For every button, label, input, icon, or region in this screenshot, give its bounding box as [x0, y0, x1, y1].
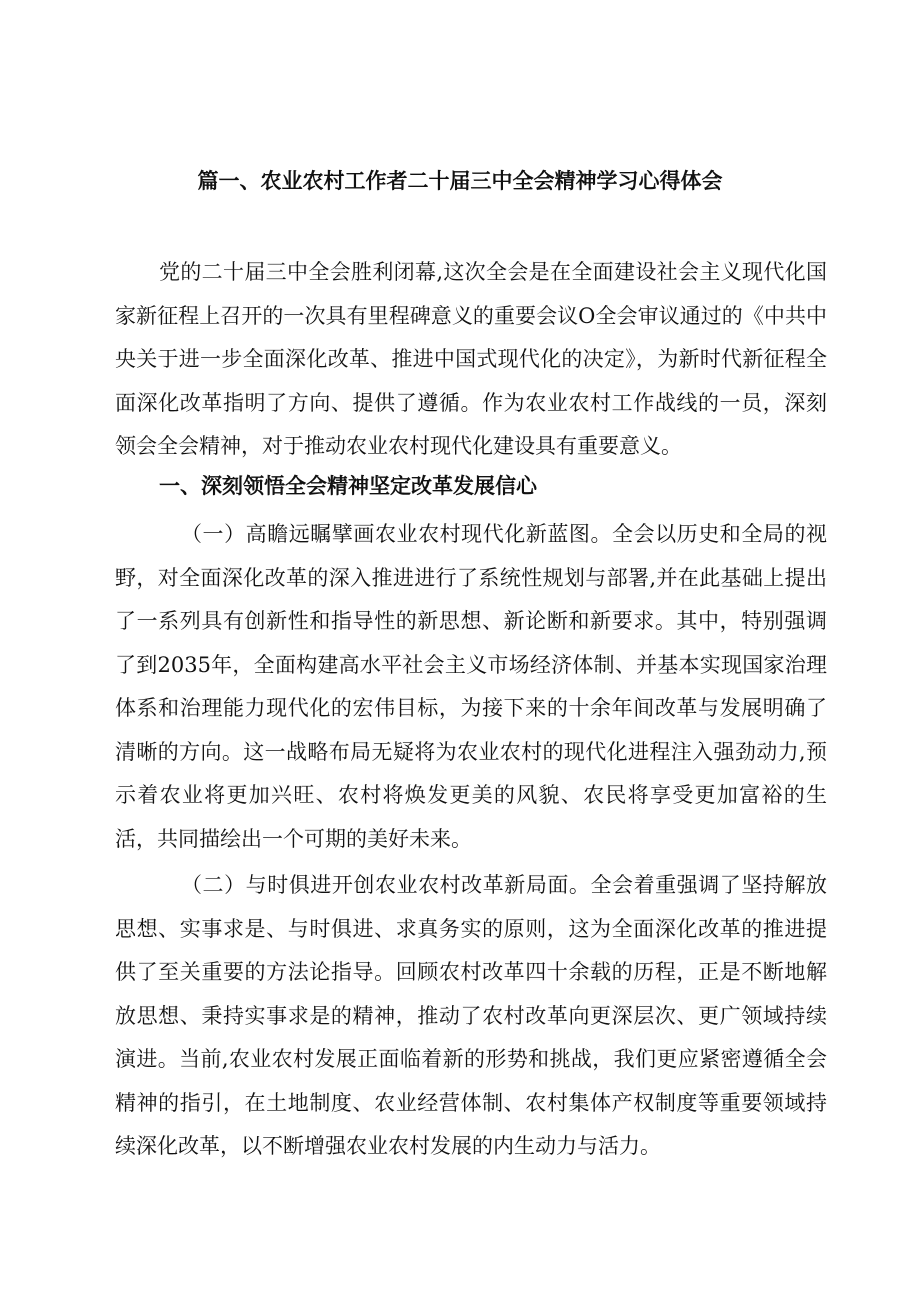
section-heading-1: 一、深刻领悟全会精神坚定改革发展信心	[159, 473, 537, 498]
subsection-2-paragraph: （二）与时俱进开创农业农村改革新局面。全会着重强调了坚持解放思想、实事求是、与时俱进、求真务实的原则，这为全面深化改革的推进提供了至关重要的方法论指导。回顾农村改革四十余载的历程，正是不断地解放思想、秉持实事求是的精神，推动了农村改革向更深层次、更广领域持续演进。当前,农业农村发展正面临着新的形势和挑战，我们更应紧密遵循全会精神的指引，在土地制度、农业经营体制、农村集体产权制度等重要领域持续深化改革，以不断增强农业农村发展的内生动力与活力。	[115, 873, 827, 1158]
intro-paragraph: 党的二十届三中全会胜利闭幕,这次全会是在全面建设社会主义现代化国家新征程上召开的一次具有里程碑意义的重要会议O全会审议通过的《中共中央关于进一步全面深化改革、推进中国式现代化的决定》，为新时代新征程全面深化改革指明了方向、提供了遵循。作为农业农村工作战线的一员，深刻领会全会精神，对于推动农业农村现代化建设具有重要意义。	[115, 260, 827, 458]
subsection-1-paragraph: （一）高瞻远瞩擘画农业农村现代化新蓝图。全会以历史和全局的视野，对全面深化改革的深入推进进行了系统性规划与部署,并在此基础上提出了一系列具有创新性和指导性的新思想、新论断和新要求。其中，特别强调了到2035年，全面构建高水平社会主义市场经济体制、并基本实现国家治理体系和治理能力现代化的宏伟目标，为接下来的十余年间改革与发展明确了清晰的方向。这一战略布局无疑将为农业农村的现代化进程注入强劲动力,预示着农业将更加兴旺、农村将焕发更美的风貌、农民将享受更加富裕的生活，共同描绘出一个可期的美好未来。	[115, 522, 827, 851]
document-title: 篇一、农业农村工作者二十届三中全会精神学习心得体会	[197, 168, 723, 193]
